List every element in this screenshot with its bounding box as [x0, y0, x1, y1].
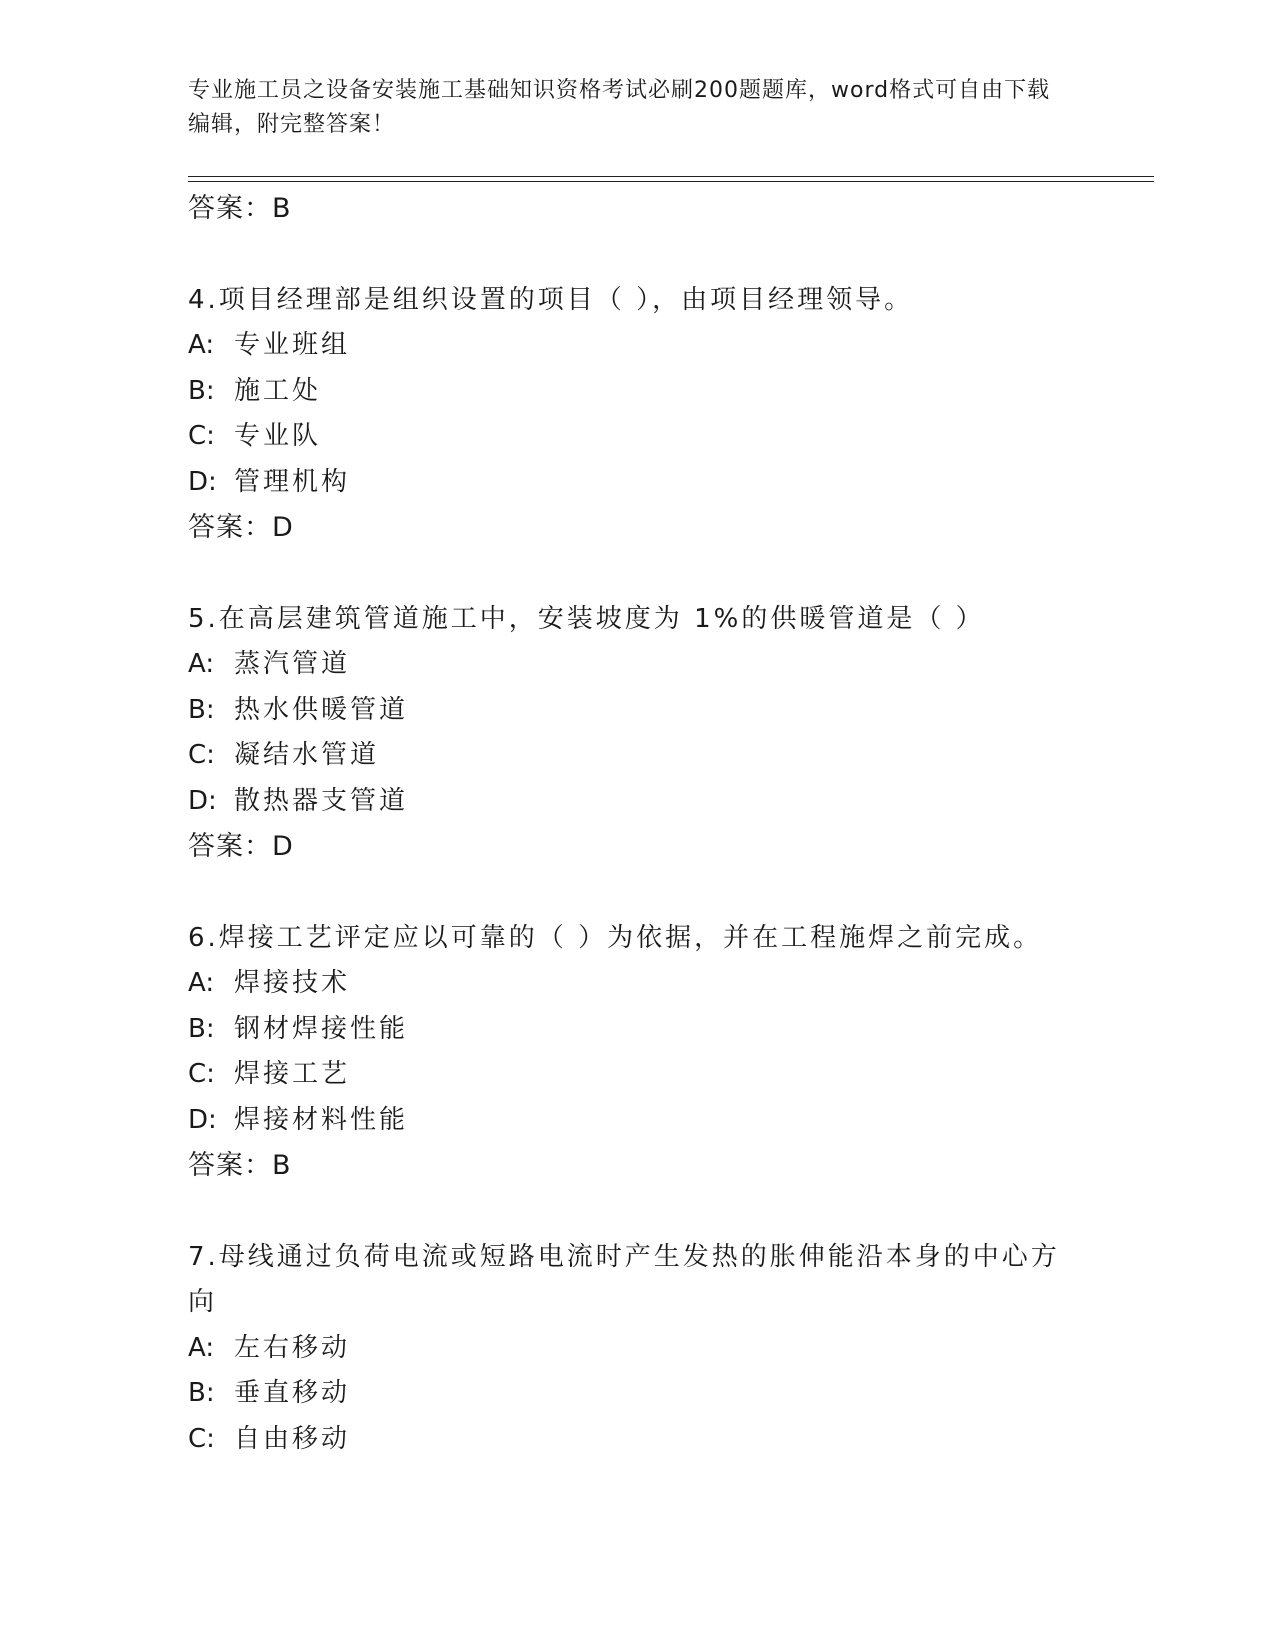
option-c [188, 1052, 1088, 1098]
option-c [188, 414, 1088, 460]
option-key: A: [188, 1332, 215, 1363]
option-text: 专业班组 [234, 330, 351, 360]
question-block [188, 597, 1088, 870]
document-body [188, 186, 1088, 1462]
option-key: B: [188, 1378, 215, 1408]
header-divider-top [188, 176, 1154, 177]
option-text: 垂直移动 [234, 1378, 351, 1408]
option-text: 蒸汽管道 [234, 649, 351, 679]
option-b [188, 1371, 1088, 1417]
option-key: A: [188, 330, 215, 360]
option-text: 热水供暖管道 [234, 694, 409, 725]
answer-line: 答案：B [188, 193, 292, 224]
answer-line: 答案：B [188, 1150, 292, 1181]
question-block [188, 278, 1088, 551]
question-stem: 4.项目经理部是组织设置的项目（ ），由项目经理领导。 [188, 284, 914, 315]
document-header: 专业施工员之设备安装施工基础知识资格考试必刷200题题库，word格式可自由下载编辑，附完整答案！ [188, 78, 1051, 137]
option-key: C: [188, 740, 215, 770]
option-c [188, 733, 1088, 779]
option-d [188, 779, 1088, 825]
question-stem: 7.母线通过负荷电流或短路电流时产生发热的胀伸能沿本身的中心方向 [188, 1241, 1060, 1317]
option-text: 焊接材料性能 [234, 1104, 409, 1135]
option-text: 左右移动 [234, 1332, 351, 1363]
answer-line: 答案：D [188, 512, 294, 543]
option-b [188, 1007, 1088, 1053]
option-key: C: [188, 1423, 215, 1454]
option-text: 焊接工艺 [234, 1059, 351, 1089]
header-divider-bottom [188, 181, 1154, 182]
option-key: A: [188, 968, 215, 998]
option-key: B: [188, 375, 215, 406]
option-text: 散热器支管道 [234, 785, 409, 816]
answer-line: 答案：D [188, 831, 294, 862]
option-b [188, 688, 1088, 734]
spacer [188, 870, 1088, 916]
option-text: 焊接技术 [234, 968, 351, 998]
option-text: 凝结水管道 [234, 740, 380, 770]
option-key: C: [188, 421, 215, 451]
option-a [188, 1326, 1088, 1372]
option-key: D: [188, 785, 217, 816]
option-text: 管理机构 [234, 466, 351, 497]
option-b [188, 369, 1088, 415]
spacer [188, 232, 1088, 278]
option-d [188, 460, 1088, 506]
option-key: A: [188, 649, 215, 679]
option-key: D: [188, 1104, 217, 1135]
spacer [188, 551, 1088, 597]
option-a [188, 642, 1088, 688]
option-key: C: [188, 1059, 215, 1089]
option-a [188, 323, 1088, 369]
option-c [188, 1417, 1088, 1463]
option-a [188, 961, 1088, 1007]
option-text: 钢材焊接性能 [234, 1013, 409, 1044]
option-text: 自由移动 [234, 1423, 351, 1454]
question-stem: 5.在高层建筑管道施工中，安装坡度为 1%的供暖管道是（ ） [188, 603, 985, 634]
spacer [188, 1189, 1088, 1235]
question-block [188, 1235, 1088, 1463]
option-text: 专业队 [234, 421, 322, 451]
option-d [188, 1098, 1088, 1144]
option-text: 施工处 [234, 375, 322, 406]
option-key: D: [188, 466, 217, 497]
question-stem: 6.焊接工艺评定应以可靠的（ ）为依据，并在工程施焊之前完成。 [188, 922, 1043, 953]
option-key: B: [188, 1013, 215, 1044]
option-key: B: [188, 694, 215, 725]
question-block [188, 916, 1088, 1189]
